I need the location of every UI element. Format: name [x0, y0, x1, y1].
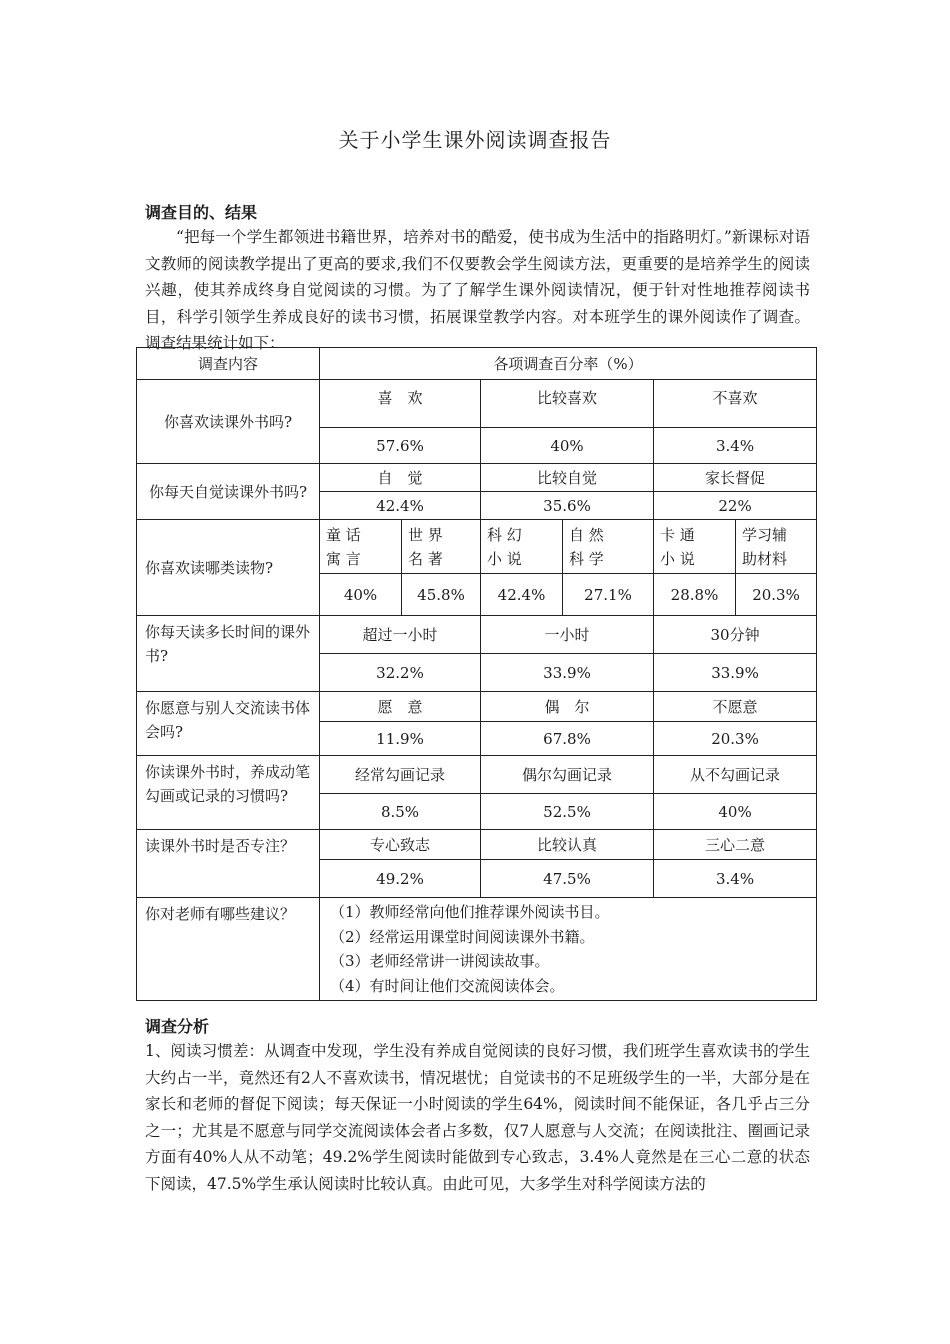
value-cell: 3.4%: [654, 860, 817, 898]
table-row: [137, 692, 817, 722]
table-row: [137, 756, 817, 794]
value-cell: 57.6%: [320, 428, 481, 464]
value-cell: 32.2%: [320, 654, 481, 692]
question-cell: 你每天自觉读课外书吗?: [137, 464, 320, 520]
value-cell: 49.2%: [320, 860, 481, 898]
value-cell: 40%: [481, 428, 654, 464]
option-cell: 科 幻 小 说: [481, 520, 563, 574]
suggestion-item: （3）老师经常讲一讲阅读故事。: [330, 952, 550, 970]
value-cell: 67.8%: [481, 722, 654, 756]
header-survey-content: 调查内容: [137, 348, 320, 380]
option-cell: 经常勾画记录: [320, 756, 481, 794]
survey-table: [136, 347, 817, 1001]
value-cell: 20.3%: [654, 722, 817, 756]
option-cell: 自 觉: [320, 464, 481, 492]
value-cell: 40%: [654, 794, 817, 830]
question-cell: 你喜欢读课外书吗?: [137, 380, 320, 464]
value-cell: 35.6%: [481, 492, 654, 520]
option-cell: 学习辅 助材料: [736, 520, 817, 574]
option-cell: 比较自觉: [481, 464, 654, 492]
header-percentages: 各项调查百分率（%）: [320, 348, 817, 380]
value-cell: 28.8%: [654, 574, 736, 616]
value-cell: 3.4%: [654, 428, 817, 464]
option-cell: 喜 欢: [320, 380, 481, 428]
analysis-paragraph: 1、阅读习惯差：从调查中发现，学生没有养成自觉阅读的良好习惯，我们班学生喜欢读书的学生大约占一半，竟然还有2人不喜欢读书，情况堪忧；自觉读书的不足班级学生的一半，大部分是在家长和老师的督促下阅读；每天保证一小时阅读的学生64%，阅读时间不能保证，各几乎占三分之一；尤其是不愿意与同学交流阅读体会者占多数，仅7人愿意与人交流；在阅读批注、圈画记录方面有40%人从不动笔；49.2%学生阅读时能做到专心致志，3.4%人竟然是在三心二意的状态下阅读，47.5%学生承认阅读时比较认真。由此可见，大多学生对科学阅读方法的: [145, 1042, 810, 1193]
question-cell: 读课外书时是否专注？: [137, 830, 320, 898]
question-cell: 你喜欢读哪类读物?: [137, 520, 320, 616]
table-row: [137, 616, 817, 654]
option-cell: 30分钟: [654, 616, 817, 654]
option-cell: 三心二意: [654, 830, 817, 860]
table-row: [137, 898, 817, 1001]
option-cell: 一小时: [481, 616, 654, 654]
table-header-row: [137, 348, 817, 380]
option-cell: 自 然 科 学: [563, 520, 654, 574]
suggestion-item: （2）经常运用课堂时间阅读课外书籍。: [330, 927, 595, 946]
value-cell: 20.3%: [736, 574, 817, 616]
suggestions-cell: [320, 898, 817, 1001]
suggestion-item: （1）教师经常向他们推荐课外阅读书目。: [330, 903, 610, 921]
value-cell: 11.9%: [320, 722, 481, 756]
value-cell: 45.8%: [402, 574, 481, 616]
value-cell: 40%: [320, 574, 402, 616]
option-cell: 从不勾画记录: [654, 756, 817, 794]
table-row: [137, 380, 817, 428]
option-cell: 愿 意: [320, 692, 481, 722]
value-cell: 27.1%: [563, 574, 654, 616]
page-title: 关于小学生课外阅读调查报告: [338, 128, 612, 152]
option-cell: 比较认真: [481, 830, 654, 860]
value-cell: 33.9%: [654, 654, 817, 692]
option-cell: 偶尔勾画记录: [481, 756, 654, 794]
intro-paragraph: “把每一个学生都领进书籍世界，培养对书的酷爱，使书成为生活中的指路明灯。”新课标对语文教师的阅读教学提出了更高的要求,我们不仅要教会学生阅读方法，更重要的是培养学生的阅读兴趣，使其养成终身自觉阅读的习惯。为了了解学生课外阅读情况，便于针对性地推荐阅读书目，科学引领学生养成良好的读书习惯，拓展课堂教学内容。对本班学生的课外阅读作了调查。调查结果统计如下：: [145, 228, 810, 353]
value-cell: 52.5%: [481, 794, 654, 830]
option-cell: 专心致志: [320, 830, 481, 860]
value-cell: 42.4%: [320, 492, 481, 520]
option-cell: 家长督促: [654, 464, 817, 492]
question-cell: 你愿意与别人交流读书体会吗?: [137, 692, 320, 756]
option-cell: 比较喜欢: [481, 380, 654, 428]
value-cell: 47.5%: [481, 860, 654, 898]
question-cell: 你对老师有哪些建议？: [137, 898, 320, 1001]
value-cell: 42.4%: [481, 574, 563, 616]
section-heading-analysis: 调查分析: [145, 1017, 210, 1036]
option-cell: 不喜欢: [654, 380, 817, 428]
table-row: [137, 464, 817, 492]
option-cell: 世 界 名 著: [402, 520, 481, 574]
table-row: [137, 520, 817, 574]
suggestion-item: （4）有时间让他们交流阅读体会。: [330, 976, 565, 995]
option-cell: 卡 通 小 说: [654, 520, 736, 574]
value-cell: 8.5%: [320, 794, 481, 830]
option-cell: 偶 尔: [481, 692, 654, 722]
value-cell: 33.9%: [481, 654, 654, 692]
question-cell: 你读课外书时，养成动笔勾画或记录的习惯吗?: [137, 756, 320, 830]
section-heading-purpose: 调查目的、结果: [145, 203, 258, 222]
option-cell: 不愿意: [654, 692, 817, 722]
option-cell: 童 话 寓 言: [320, 520, 402, 574]
value-cell: 22%: [654, 492, 817, 520]
option-cell: 超过一小时: [320, 616, 481, 654]
question-cell: 你每天读多长时间的课外书?: [137, 616, 320, 692]
table-row: [137, 830, 817, 860]
